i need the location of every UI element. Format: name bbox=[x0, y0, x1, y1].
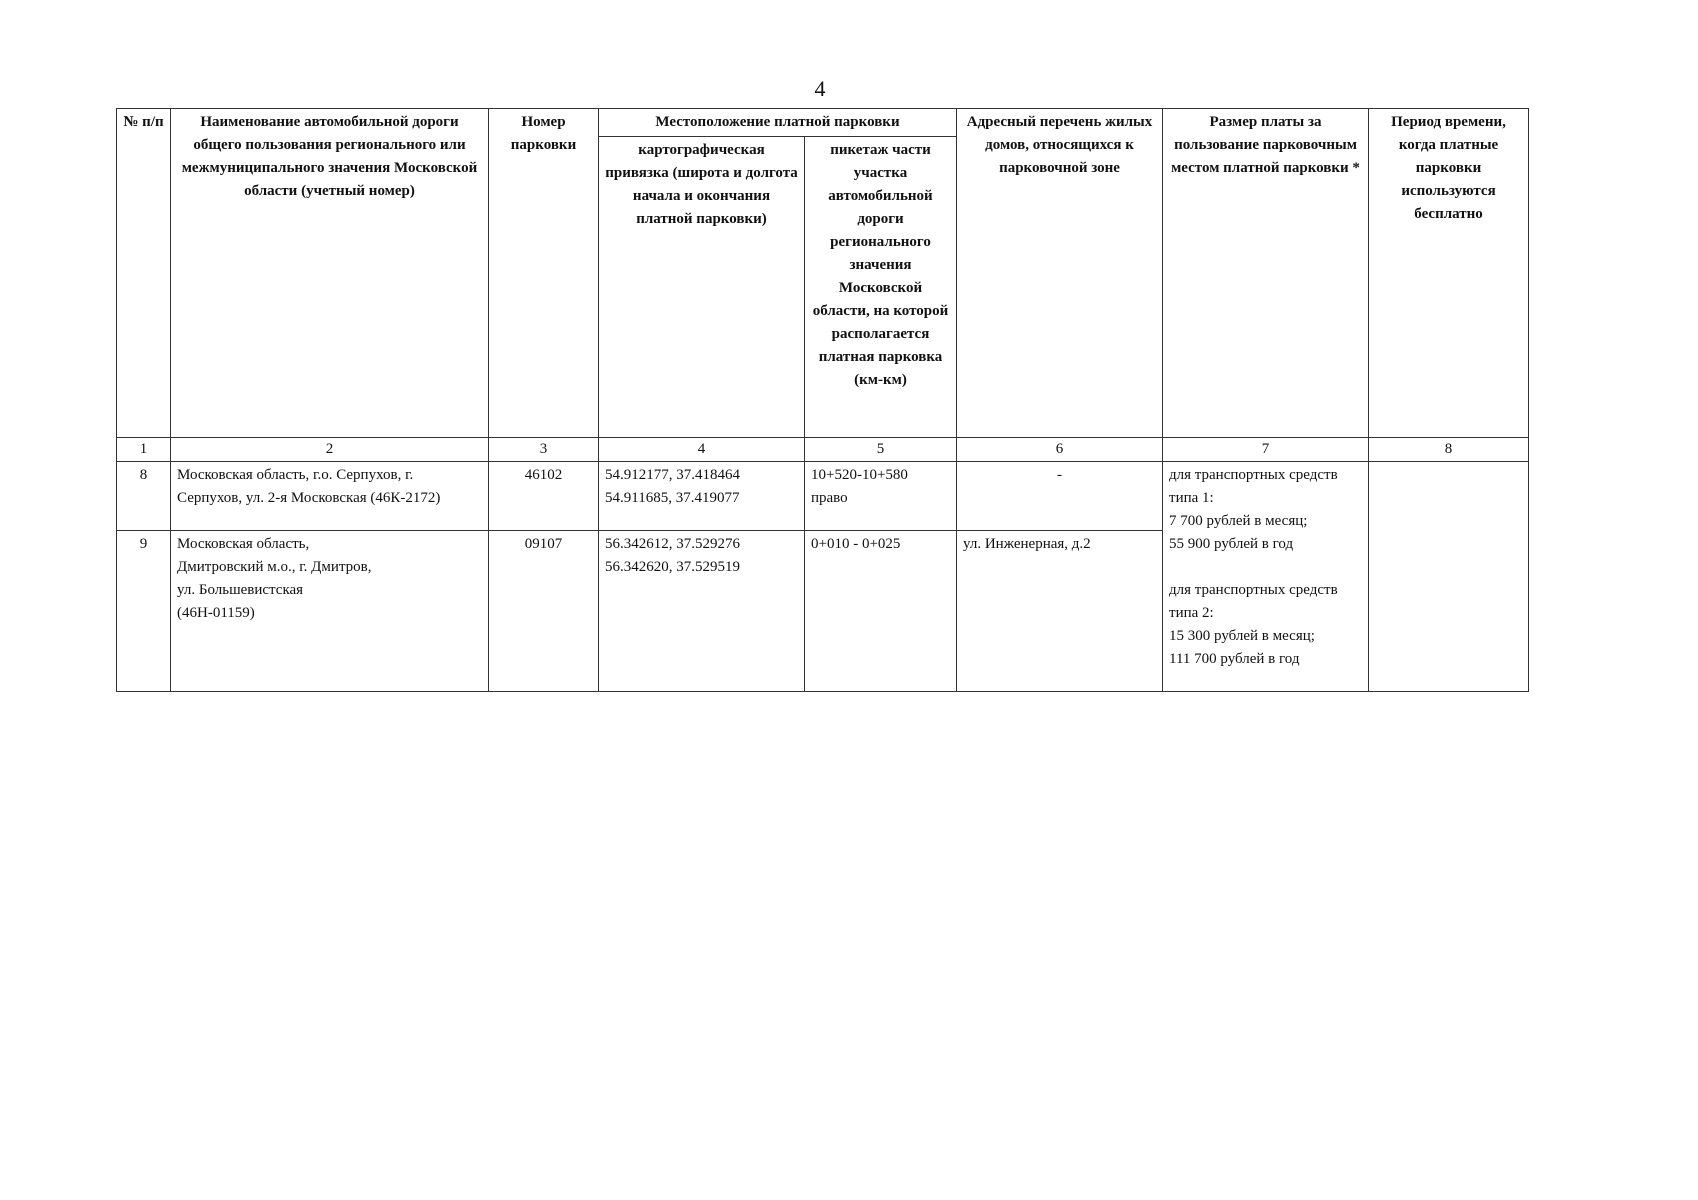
address-list: ул. Инженерная, д.2 bbox=[957, 531, 1163, 692]
parking-number: 46102 bbox=[489, 462, 599, 531]
fee-type2-title: для транспортных средств типа 2: bbox=[1169, 582, 1338, 621]
row-number: 8 bbox=[117, 462, 171, 531]
row-number: 9 bbox=[117, 531, 171, 692]
fee-type2-month: 15 300 рублей в месяц; bbox=[1169, 628, 1315, 644]
header-picket: пикетаж части участка автомобильной дороги регионального значения Московской области, на которой располагается платная парковка (км-км) bbox=[805, 137, 957, 438]
paid-parking-table bbox=[116, 108, 1529, 692]
coordinates bbox=[599, 531, 805, 692]
column-number-row bbox=[117, 438, 1529, 462]
coordinate-end: 56.342620, 37.529519 bbox=[605, 559, 740, 575]
column-number: 2 bbox=[171, 438, 489, 462]
header-address-list: Адресный перечень жилых домов, относящихся к парковочной зоне bbox=[957, 109, 1163, 438]
fee-type1-month: 7 700 рублей в месяц; bbox=[1169, 513, 1308, 529]
picket-range: 0+010 - 0+025 bbox=[811, 536, 901, 552]
road-name-line: Дмитровский м.о., г. Дмитров, bbox=[177, 559, 372, 575]
header-parking-location: Местоположение платной парковки bbox=[599, 109, 957, 137]
fee-type1-year: 55 900 рублей в год bbox=[1169, 536, 1294, 552]
header-free-period: Период времени, когда платные парковки используются бесплатно bbox=[1369, 109, 1529, 438]
road-name-line: Московская область, bbox=[177, 536, 310, 552]
picket-range: 10+520-10+580 bbox=[811, 467, 908, 483]
picket bbox=[805, 462, 957, 531]
road-name bbox=[171, 531, 489, 692]
column-number: 8 bbox=[1369, 438, 1529, 462]
page-number: 4 bbox=[814, 76, 826, 101]
coordinate-start: 54.912177, 37.418464 bbox=[605, 467, 740, 483]
picket bbox=[805, 531, 957, 692]
free-period bbox=[1369, 462, 1529, 692]
column-number: 5 bbox=[805, 438, 957, 462]
road-name-line: ул. Большевистская bbox=[177, 582, 304, 598]
fee-cell bbox=[1163, 462, 1369, 692]
coordinate-start: 56.342612, 37.529276 bbox=[605, 536, 740, 552]
header-fee: Размер платы за пользование парковочным местом платной парковки * bbox=[1163, 109, 1369, 438]
header-road-name: Наименование автомобильной дороги общего пользования регионального или межмуниципального значения Московской области (учетный номер) bbox=[171, 109, 489, 438]
fee-spacer bbox=[1169, 556, 1362, 579]
fee-type1-title: для транспортных средств типа 1: bbox=[1169, 467, 1338, 506]
column-number: 6 bbox=[957, 438, 1163, 462]
header-parking-number: Номер парковки bbox=[489, 109, 599, 438]
road-name-line: (46Н-01159) bbox=[177, 605, 255, 621]
header-row bbox=[117, 109, 1529, 137]
road-name: Московская область, г.о. Серпухов, г. Серпухов, ул. 2-я Московская (46К-2172) bbox=[171, 462, 489, 531]
column-number: 4 bbox=[599, 438, 805, 462]
parking-number: 09107 bbox=[489, 531, 599, 692]
fee-type2-year: 111 700 рублей в год bbox=[1169, 651, 1300, 667]
column-number: 1 bbox=[117, 438, 171, 462]
column-number: 3 bbox=[489, 438, 599, 462]
address-list: - bbox=[957, 462, 1163, 531]
header-row-number: № п/п bbox=[117, 109, 171, 438]
picket-side: право bbox=[811, 490, 848, 506]
column-number: 7 bbox=[1163, 438, 1369, 462]
table-row bbox=[117, 462, 1529, 531]
header-coordinates: картографическая привязка (широта и долгота начала и окончания платной парковки) bbox=[599, 137, 805, 438]
coordinate-end: 54.911685, 37.419077 bbox=[605, 490, 740, 506]
coordinates bbox=[599, 462, 805, 531]
